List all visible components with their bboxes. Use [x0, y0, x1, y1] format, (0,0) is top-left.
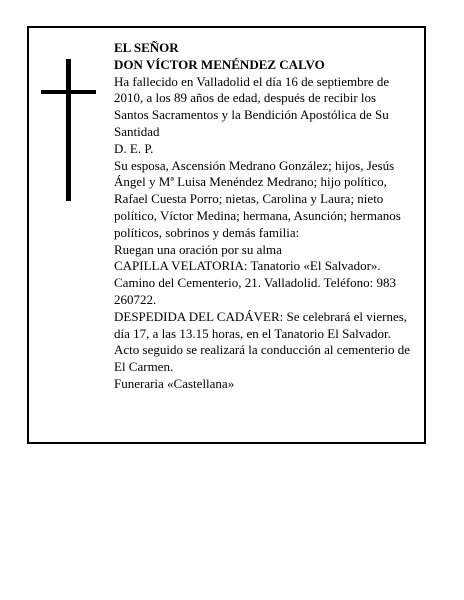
deceased-name: DON VÍCTOR MENÉNDEZ CALVO — [114, 56, 325, 72]
funeral-home: Funeraria «Castellana» — [114, 375, 235, 391]
death-announcement: Ha fallecido en Valladolid el día 16 de septiembre de 2010, a los 89 años de edad, después de recibir los Santos Sacramentos y la Bendición Apostólica de Su Santidad — [114, 73, 390, 139]
cross-vertical-bar — [66, 59, 71, 201]
obituary-notice — [27, 26, 426, 444]
obituary-text — [114, 40, 414, 393]
family-members: Su esposa, Ascensión Medrano González; hijos, Jesús Ángel y Mª Luisa Menéndez Medrano; hijo político, Rafael Cuesta Porro; nietas, Carolina y Laura; nieto político, Víctor Medina; hermana, Asunción; hermanos políticos, sobrinos y demás familia: — [114, 157, 401, 240]
heading-title: EL SEÑOR — [114, 40, 179, 55]
prayer-request: Ruegan una oración por su alma — [114, 241, 282, 257]
chapel-info: CAPILLA VELATORIA: Tanatorio «El Salvador». Camino del Cementerio, 21. Valladolid. Teléfono: 983 260722. — [114, 258, 397, 307]
cross-icon — [41, 59, 96, 201]
rest-in-peace: D. E. P. — [114, 140, 154, 156]
farewell-info: DESPEDIDA DEL CADÁVER: Se celebrará el viernes, día 17, a las 13.15 horas, en el Tanatorio El Salvador. Acto seguido se realizará la conducción al cementerio de El Carmen. — [114, 308, 410, 375]
cross-horizontal-bar — [41, 90, 96, 94]
